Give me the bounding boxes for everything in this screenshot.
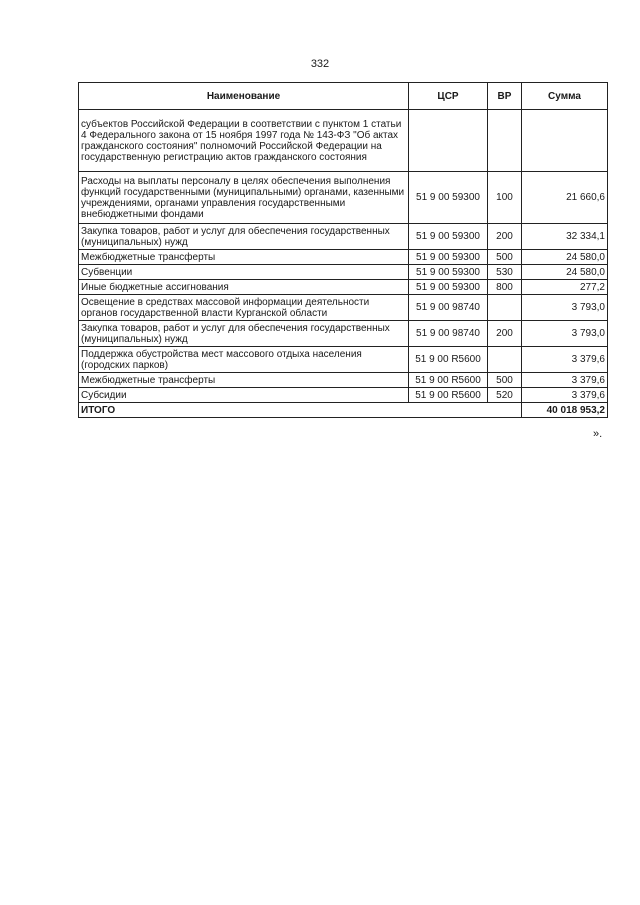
row-vr: 520 — [488, 388, 522, 403]
row-csr: 51 9 00 R5600 — [409, 347, 488, 373]
row-sum: 21 660,6 — [522, 172, 608, 224]
row-name: Межбюджетные трансферты — [79, 250, 409, 265]
header-name: Наименование — [79, 83, 409, 110]
header-sum: Сумма — [522, 83, 608, 110]
row-csr: 51 9 00 R5600 — [409, 388, 488, 403]
row-name: Иные бюджетные ассигнования — [79, 280, 409, 295]
row-vr: 500 — [488, 250, 522, 265]
budget-table — [78, 82, 608, 418]
table-row — [79, 280, 608, 295]
total-row — [79, 403, 608, 418]
row-sum: 3 793,0 — [522, 295, 608, 321]
row-csr: 51 9 00 59300 — [409, 265, 488, 280]
row-name: Поддержка обустройства мест массового отдыха населения (городских парков) — [79, 347, 409, 373]
row-vr — [488, 295, 522, 321]
row-name: Субсидии — [79, 388, 409, 403]
row-name: Освещение в средствах массовой информации деятельности органов государственной власти Курганской области — [79, 295, 409, 321]
row-sum: 277,2 — [522, 280, 608, 295]
table-row — [79, 388, 608, 403]
page-number: 332 — [310, 58, 330, 70]
total-label: ИТОГО — [79, 403, 522, 418]
row-vr: 500 — [488, 373, 522, 388]
row-sum: 24 580,0 — [522, 265, 608, 280]
row-sum — [522, 110, 608, 172]
row-csr — [409, 110, 488, 172]
row-name: Закупка товаров, работ и услуг для обеспечения государственных (муниципальных) нужд — [79, 224, 409, 250]
table-row — [79, 347, 608, 373]
table-header-row — [79, 83, 608, 110]
row-csr: 51 9 00 98740 — [409, 321, 488, 347]
row-vr: 100 — [488, 172, 522, 224]
table-row — [79, 250, 608, 265]
row-name: Межбюджетные трансферты — [79, 373, 409, 388]
row-sum: 3 379,6 — [522, 373, 608, 388]
row-name: Субвенции — [79, 265, 409, 280]
header-vr: ВР — [488, 83, 522, 110]
row-name: Расходы на выплаты персоналу в целях обеспечения выполнения функций государственными (муниципальными) органами, казенными учреждениями, органами управления государственными внебюджетными фондами — [79, 172, 409, 224]
row-csr: 51 9 00 59300 — [409, 172, 488, 224]
closing-quote-mark: ». — [593, 428, 603, 440]
row-name: субъектов Российской Федерации в соответствии с пунктом 1 статьи 4 Федерального закона от 15 ноября 1997 года № 143-ФЗ "Об актах гражданского состояния" полномочий Российской Федерации на государственную регистрацию актов гражданского состояния — [79, 110, 409, 172]
row-csr: 51 9 00 R5600 — [409, 373, 488, 388]
header-csr: ЦСР — [409, 83, 488, 110]
total-sum: 40 018 953,2 — [522, 403, 608, 418]
row-name: Закупка товаров, работ и услуг для обеспечения государственных (муниципальных) нужд — [79, 321, 409, 347]
table-row — [79, 321, 608, 347]
row-sum: 32 334,1 — [522, 224, 608, 250]
table-row — [79, 224, 608, 250]
row-sum: 3 793,0 — [522, 321, 608, 347]
table-row — [79, 110, 608, 172]
row-vr: 530 — [488, 265, 522, 280]
row-csr: 51 9 00 59300 — [409, 224, 488, 250]
row-sum: 3 379,6 — [522, 388, 608, 403]
row-csr: 51 9 00 98740 — [409, 295, 488, 321]
row-sum: 3 379,6 — [522, 347, 608, 373]
row-vr: 200 — [488, 321, 522, 347]
row-vr — [488, 110, 522, 172]
table-row — [79, 373, 608, 388]
table-row — [79, 172, 608, 224]
row-sum: 24 580,0 — [522, 250, 608, 265]
table-row — [79, 295, 608, 321]
row-vr: 200 — [488, 224, 522, 250]
row-vr — [488, 347, 522, 373]
row-csr: 51 9 00 59300 — [409, 250, 488, 265]
table-row — [79, 265, 608, 280]
row-csr: 51 9 00 59300 — [409, 280, 488, 295]
row-vr: 800 — [488, 280, 522, 295]
